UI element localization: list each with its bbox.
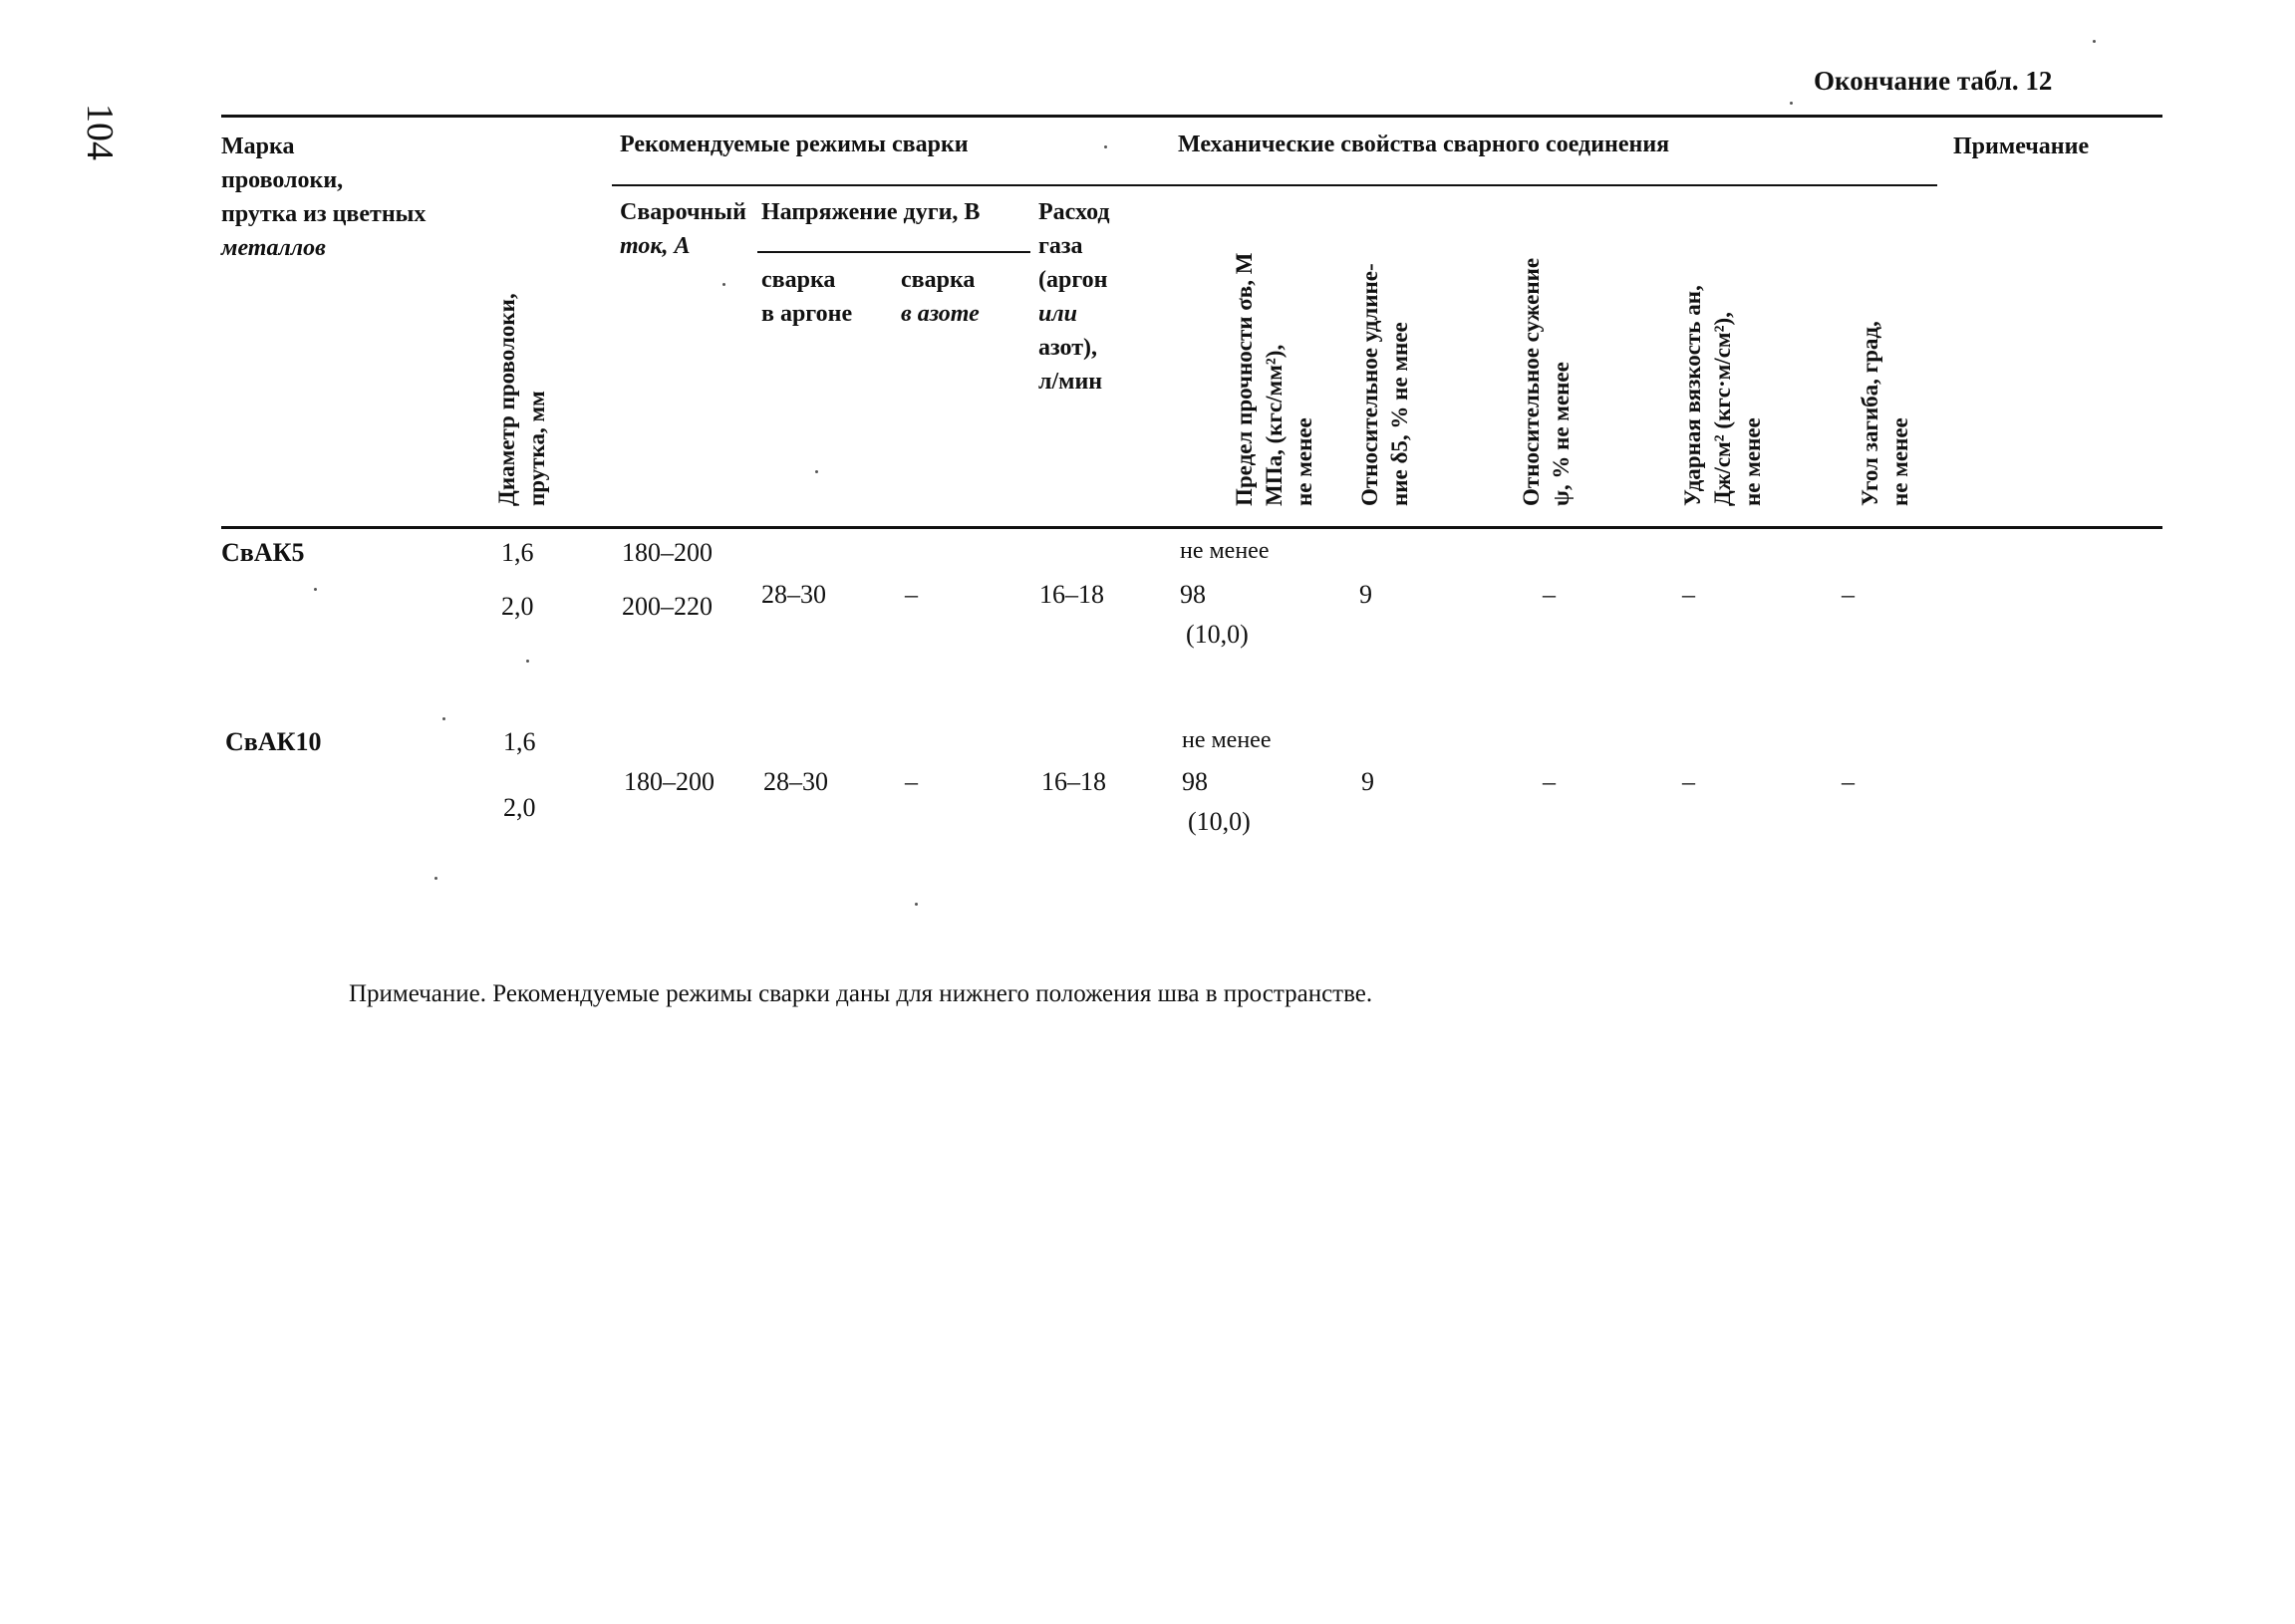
scan-speck bbox=[915, 903, 918, 906]
row2-elongation: 9 bbox=[1361, 767, 1374, 796]
page-number: 104 bbox=[79, 104, 121, 160]
row2-voltage-argon: 28–30 bbox=[763, 767, 828, 796]
header-group-rule-modes bbox=[612, 184, 1937, 186]
row1-strength-kgs: (10,0) bbox=[1186, 620, 1249, 649]
row2-gas-flow: 16–18 bbox=[1041, 767, 1106, 796]
scan-speck bbox=[442, 717, 445, 720]
voltage-subrule bbox=[757, 251, 1030, 253]
header-diameter: Диаметр проволоки, прутка, мм bbox=[494, 293, 549, 506]
header-strength: Предел прочности σв, М МПа, (кгс/мм²), не менее bbox=[1232, 252, 1316, 506]
header-toughness: Ударная вязкость aн, Дж/см² (кгс·м/см²), не менее bbox=[1680, 285, 1765, 506]
header-narrowing: Относительное сужение ψ, % не менее bbox=[1519, 257, 1574, 506]
row1-strength-label: не менее bbox=[1180, 538, 1270, 564]
header-bottom-rule bbox=[221, 526, 2162, 529]
row1-diameter-2: 2,0 bbox=[501, 592, 534, 621]
header-gas-flow: Расход газа (аргон или азот), л/мин bbox=[1038, 199, 1110, 395]
header-in-nitrogen: сварка в азоте bbox=[901, 267, 980, 327]
row2-current: 180–200 bbox=[624, 767, 715, 796]
row1-toughness: – bbox=[1682, 580, 1695, 609]
header-mechanical: Механические свойства сварного соединения bbox=[1178, 132, 1670, 157]
row2-bend-angle: – bbox=[1842, 767, 1855, 796]
row1-gas-flow: 16–18 bbox=[1039, 580, 1104, 609]
scan-speck bbox=[314, 588, 317, 591]
footnote: Примечание. Рекомендуемые режимы сварки даны для нижнего положения шва в пространстве. bbox=[349, 980, 1373, 1007]
row2-narrowing: – bbox=[1543, 767, 1556, 796]
row1-current-1: 180–200 bbox=[622, 538, 713, 567]
scan-speck bbox=[2093, 40, 2096, 43]
row1-narrowing: – bbox=[1543, 580, 1556, 609]
table-caption: Окончание табл. 12 bbox=[1814, 66, 2053, 96]
row1-elongation: 9 bbox=[1359, 580, 1372, 609]
row1-diameter-1: 1,6 bbox=[501, 538, 534, 567]
scan-speck bbox=[815, 470, 818, 473]
header-brand: Марка проволоки, прутка из цветных металлов bbox=[221, 134, 427, 261]
row2-strength-mpa: 98 bbox=[1182, 767, 1208, 796]
row1-bend-angle: – bbox=[1842, 580, 1855, 609]
header-elongation: Относительное удлине- ние δ5, % не мнее bbox=[1357, 263, 1412, 506]
header-in-argon: сварка в аргоне bbox=[761, 267, 853, 327]
header-welding-modes: Рекомендуемые режимы сварки bbox=[620, 132, 969, 157]
top-rule bbox=[221, 115, 2162, 118]
scan-speck bbox=[1790, 102, 1793, 105]
header-arc-voltage: Напряжение дуги, В bbox=[761, 199, 981, 225]
row1-current-2: 200–220 bbox=[622, 592, 713, 621]
row2-brand: СвАК10 bbox=[225, 727, 322, 756]
scan-speck bbox=[1104, 145, 1107, 148]
row1-voltage-argon: 28–30 bbox=[761, 580, 826, 609]
row2-diameter-2: 2,0 bbox=[503, 793, 536, 822]
scan-speck bbox=[722, 283, 725, 286]
scan-speck bbox=[526, 660, 529, 663]
row2-strength-label: не менее bbox=[1182, 727, 1272, 753]
row2-strength-kgs: (10,0) bbox=[1188, 807, 1251, 836]
scan-speck bbox=[434, 877, 437, 880]
header-bend-angle: Угол загиба, град, не менее bbox=[1858, 321, 1912, 506]
header-current: Сварочный ток, А bbox=[620, 199, 746, 259]
row1-strength-mpa: 98 bbox=[1180, 580, 1206, 609]
header-remark: Примечание bbox=[1953, 134, 2090, 159]
row1-brand: СвАК5 bbox=[221, 538, 305, 567]
row2-diameter-1: 1,6 bbox=[503, 727, 536, 756]
row2-voltage-nitrogen: – bbox=[905, 767, 918, 796]
row2-toughness: – bbox=[1682, 767, 1695, 796]
row1-voltage-nitrogen: – bbox=[905, 580, 918, 609]
